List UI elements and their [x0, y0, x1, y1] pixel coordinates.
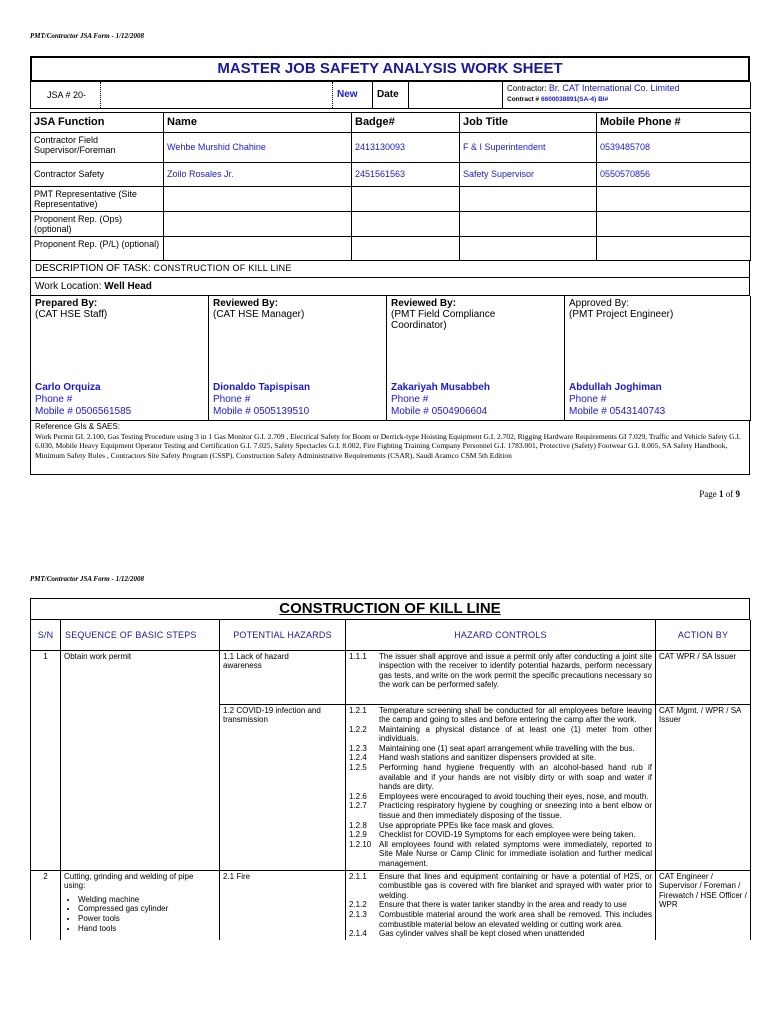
control-item: 1.2.4 Hand wash stations and sanitizer dispensers provided at site.: [349, 753, 597, 763]
hazard-cell: 1.1 Lack of hazard awareness: [220, 650, 346, 704]
row-phone: [597, 186, 751, 211]
signoff-reviewed-pmt: [387, 296, 565, 421]
row-phone: 0550570856: [597, 162, 751, 186]
signoff-name: Dionaldo Tapispisan: [213, 382, 311, 393]
reference-text: Work Permit GI. 2.100, Gas Testing Procedure using 3 in 1 Gas Monitor G.I. 2.709 , Electrical Safety for Boom or Derrick-type Hoisting Equipment G.I. 2.702, Rigging Hardware Requirements GI 7.029, Traffic and Vehicle Safety G.I. 6.030, Mobile Heavy Equipment Operator Testing and Certification G.I. 7.025, Safety Spectacles G.I. 8.002, Fire Fighting Training Company Personnel G.I. 1783.001, Protective (Safety) Footwear G.I. 8.005, SA Safety Handbook, Minimum Safety Rules , Contractors Site Safety Program (CSSP), Construction Safety Administrative Requirements (CSAR), Saudi Aramco CSM 5th Edition: [35, 431, 741, 460]
control-item: 1.2.5 Performing hand hygiene frequently with an alcohol-based hand rub if available and if your hands are not visibly dirty or with soap and water if hands are dirty.: [349, 763, 652, 792]
header-hazards: POTENTIAL HAZARDS: [220, 620, 346, 650]
contractor-label: Contractor:: [507, 84, 547, 93]
signoff-role: Prepared By:: [35, 297, 98, 309]
hazard-control-sheet: [30, 598, 750, 940]
jsa-number-label: JSA # 20-: [31, 82, 101, 108]
control-item: 1.2.2 Maintaining a physical distance of at least one (1) meter from other individuals.: [349, 724, 652, 744]
action-by-cell: CAT Engineer / Supervisor / Foreman / Firewatch / HSE Officer / WPR: [656, 870, 751, 940]
status-new: New: [333, 82, 373, 108]
jsa-function-table: [30, 112, 751, 261]
action-by-cell: CAT WPR / SA Issuer: [656, 650, 751, 704]
signoff-name: Abdullah Joghiman: [569, 382, 662, 393]
step-sn: 1: [31, 650, 61, 870]
row-badge: [352, 186, 460, 211]
row-name: Zoilo Rosales Jr.: [164, 162, 352, 186]
signoff-mobile: Mobile # 0506561585: [35, 406, 132, 417]
signoff-phone: Phone #: [35, 394, 73, 405]
row-phone: [597, 236, 751, 260]
contract-label: Contract #: [507, 96, 540, 103]
signoff-role: Approved By:: [569, 297, 630, 309]
table-row: [31, 162, 751, 186]
control-item: 1.2.6 Employees were encouraged to avoid touching their eyes, nose, and mouth.: [349, 791, 649, 801]
signoff-reviewed-hse: [209, 296, 387, 421]
reference-label: Reference GIs & SAES:: [35, 422, 120, 431]
worksheet-title: MASTER JOB SAFETY ANALYSIS WORK SHEET: [30, 56, 750, 82]
jsa-info-row: [30, 82, 751, 109]
table-row: [31, 870, 751, 940]
table-row: [31, 132, 751, 162]
control-item: 1.2.10 All employees found with related symptoms were immediately, reported to Site Male Nurse or Camp Clinic for immediate isolation and further medical management.: [349, 839, 652, 868]
row-badge: 2451561563: [352, 162, 460, 186]
step-sn: 2: [31, 870, 61, 940]
control-item: 1.2.9 Checklist for COVID-19 Symptoms for each employee were being taken.: [349, 830, 636, 840]
row-name: Wehbe Murshid Chahine: [164, 132, 352, 162]
row-badge: 2413130093: [352, 132, 460, 162]
row-function: Contractor Safety: [31, 162, 164, 186]
task-description-label: DESCRIPTION OF TASK:: [35, 262, 151, 274]
action-by-cell: CAT Mgmt. / WPR / SA Issuer: [656, 704, 751, 870]
signoff-org: (PMT Field Compliance Coordinator): [391, 308, 496, 331]
row-function: Proponent Rep. (P/L) (optional): [31, 236, 164, 260]
work-location: [30, 278, 750, 296]
page-number: Page 1 of 9: [699, 489, 740, 499]
signoff-approved: [565, 296, 751, 421]
controls-cell: [346, 650, 656, 704]
list-item: • Power tools: [78, 914, 216, 924]
signoff-mobile: Mobile # 0504906604: [391, 406, 488, 417]
hazard-cell: 2.1 Fire: [220, 870, 346, 940]
jsa-number-field[interactable]: [101, 82, 333, 108]
header-sn: S/N: [31, 620, 61, 650]
signoff-name: Carlo Orquiza: [35, 382, 101, 393]
list-item: • Compressed gas cylinder: [78, 904, 216, 914]
signoff-phone: Phone #: [213, 394, 251, 405]
controls-cell: [346, 704, 656, 870]
control-item: 2.1.4 Gas cylinder valves shall be kept closed when unattended: [349, 929, 585, 939]
row-badge: [352, 211, 460, 236]
control-item: 1.2.8 Use appropriate PPEs like face mask and gloves.: [349, 820, 555, 830]
contractor-cell: [503, 82, 751, 108]
reference-gis: [30, 421, 750, 475]
header-controls: HAZARD CONTROLS: [346, 620, 656, 650]
row-function: Proponent Rep. (Ops) (optional): [31, 211, 164, 236]
signoff-role: Reviewed By:: [213, 297, 279, 309]
row-job-title: [460, 211, 597, 236]
control-item: 1.2.1 Temperature screening shall be conducted for all employees before leaving the camp and going to sites and before entering the camp after the work.: [349, 705, 652, 725]
control-item: 2.1.1 Ensure that lines and equipment containing or have a potential of H2S, or combustible gas is covered with fire blanket and sprayed with water prior to welding.: [349, 871, 652, 900]
hazard-cell: 1.2 COVID-19 infection and transmission: [220, 704, 346, 870]
row-name: [164, 211, 352, 236]
controls-cell: [346, 870, 656, 940]
jsa-worksheet: [30, 56, 750, 475]
date-label: Date: [373, 82, 409, 108]
signoff-mobile: Mobile # 0505139510: [213, 406, 310, 417]
row-job-title: Safety Supervisor: [460, 162, 597, 186]
step-description: Cutting, grinding and welding of pipe using:: [64, 871, 194, 891]
work-location-value: Well Head: [104, 280, 152, 292]
signoff-name: Zakariyah Musabbeh: [391, 382, 490, 393]
row-name: [164, 236, 352, 260]
control-item: 1.1.1 The issuer shall approve and issue a permit only after conducting a joint site inspection with the receiver to identify potential hazards, perform necessary gas tests, and write on the work permit the specific precautions necessary so the work can be performed safely.: [349, 651, 652, 690]
control-item: 2.1.2 Ensure that there is water tanker standby in the area and ready to use: [349, 900, 627, 910]
signoff-mobile: Mobile # 0543140743: [569, 406, 666, 417]
signoff-org: (CAT HSE Manager): [213, 308, 305, 320]
table-row: [31, 211, 751, 236]
row-name: [164, 186, 352, 211]
signoff-org: (PMT Project Engineer): [569, 308, 674, 320]
row-job-title: [460, 236, 597, 260]
doc-header: PMT/Contractor JSA Form - 1/12/2008: [30, 32, 144, 40]
row-job-title: F & I Superintendent: [460, 132, 597, 162]
header-jsa-function: JSA Function: [31, 112, 164, 132]
signoff-phone: Phone #: [391, 394, 429, 405]
work-location-label: Work Location:: [35, 280, 102, 292]
date-field[interactable]: [409, 82, 503, 108]
header-steps: SEQUENCE OF BASIC STEPS: [61, 620, 220, 650]
contractor-name: Br. CAT International Co. Limited: [548, 83, 680, 93]
signoff-role: Reviewed By:: [391, 297, 457, 309]
sheet2-title: CONSTRUCTION OF KILL LINE: [30, 598, 750, 620]
table-row: [31, 186, 751, 211]
row-phone: [597, 211, 751, 236]
tool-list: [78, 895, 216, 933]
hazard-controls-table: [30, 620, 751, 940]
task-description-value: CONSTRUCTION OF KILL LINE: [153, 262, 292, 273]
header-action-by: ACTION BY: [656, 620, 751, 650]
step-description: Obtain work permit: [61, 650, 220, 870]
control-item: 1.2.3 Maintaining one (1) seat apart arrangement while travelling with the bus.: [349, 743, 635, 753]
row-badge: [352, 236, 460, 260]
control-item: 1.2.7 Practicing respiratory hygiene by coughing or sneezing into a bent elbow or tissue and then immediately disposing of the tissue.: [349, 801, 652, 821]
table-row: [31, 236, 751, 260]
header-badge: Badge#: [352, 112, 460, 132]
header-mobile-phone: Mobile Phone #: [597, 112, 751, 132]
header-name: Name: [164, 112, 352, 132]
signoff-phone: Phone #: [569, 394, 607, 405]
signoff-table: [30, 296, 751, 422]
signoff-prepared: [31, 296, 209, 421]
doc-header-page2: PMT/Contractor JSA Form - 1/12/2008: [30, 575, 144, 583]
step-cell: [61, 870, 220, 940]
contract-value: 6600038891(SA-4) BI#: [540, 96, 609, 103]
row-phone: 0539485708: [597, 132, 751, 162]
control-item: 2.1.3 Combustible material around the work area shall be removed. This includes combustible material below an elevated welding or cutting work area.: [349, 909, 652, 929]
row-job-title: [460, 186, 597, 211]
list-item: • Welding machine: [78, 895, 216, 905]
row-function: PMT Representative (Site Representative): [31, 186, 164, 211]
list-item: • Hand tools: [78, 924, 216, 934]
signoff-org: (CAT HSE Staff): [35, 308, 108, 320]
row-function: Contractor Field Supervisor/Foreman: [31, 132, 164, 162]
table-row: [31, 650, 751, 704]
task-description: [30, 261, 750, 278]
header-job-title: Job Title: [460, 112, 597, 132]
